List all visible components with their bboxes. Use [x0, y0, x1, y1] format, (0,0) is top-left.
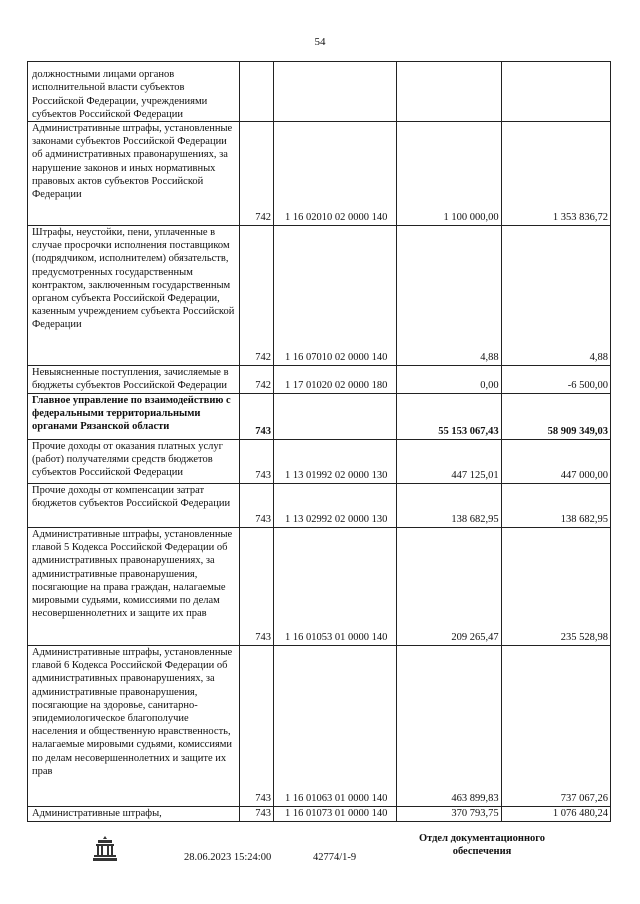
row-name: Административные штрафы, установленные законами субъектов Российской Федерации об административных правонарушениях, за нарушение законов и иных нормативных правовых актов субъектов Российской Федерации	[28, 122, 240, 226]
row-plan-value: 447 125,01	[397, 440, 501, 484]
row-name: Административные штрафы, установленные главой 5 Кодекса Российской Федерации об административных правонарушениях, за административные правонарушения, посягающие на права граждан, налагаемые мировыми судьями, комиссиями по делам несовершеннолетних и защите их прав	[28, 528, 240, 646]
department-stamp	[402, 832, 562, 858]
row-plan-value: 209 265,47	[397, 528, 501, 646]
row-exec-value: 737 067,26	[501, 646, 610, 807]
print-datetime: 28.06.2023 15:24:00	[184, 852, 272, 863]
ryazan-duma-emblem-icon	[90, 833, 120, 863]
table-row	[28, 807, 611, 822]
row-plan-value: 370 793,75	[397, 807, 501, 822]
row-name: Невыясненные поступления, зачисляемые в бюджеты субъектов Российской Федерации	[28, 366, 240, 394]
row-plan-value: 55 153 067,43	[397, 394, 501, 440]
row-name: Прочие доходы от компенсации затрат бюджетов субъектов Российской Федерации	[28, 484, 240, 528]
table-row	[28, 528, 611, 646]
row-exec-value	[501, 62, 610, 122]
row-name: Штрафы, неустойки, пени, уплаченные в случае просрочки исполнения поставщиком (подрядчиком, исполнителем) обязательств, предусмотренных государственным контрактом, заключенным государственным органом субъекта Российской Федерации, казенным учреждением субъекта Российской Федерации	[28, 226, 240, 366]
row-exec-value: 1 353 836,72	[501, 122, 610, 226]
row-name: Административные штрафы, установленные главой 6 Кодекса Российской Федерации об административных правонарушениях, за административные правонарушения, посягающие на здоровье, санитарно-эпидемиологическое благополучие населения и общественную нравственность, налагаемые мировыми судьями, комиссиями по делам несовершеннолетних и защите их прав	[28, 646, 240, 807]
page-number: 54	[314, 36, 326, 48]
table-row	[28, 646, 611, 807]
stamp-line: Отдел документационного	[418, 833, 546, 844]
row-name: Прочие доходы от оказания платных услуг (работ) получателями средств бюджетов субъектов Российской Федерации	[28, 440, 240, 484]
row-budget-code: 1 16 01053 01 0000 140	[273, 528, 396, 646]
table-row	[28, 226, 611, 366]
row-plan-value: 4,88	[397, 226, 501, 366]
row-exec-value: 1 076 480,24	[501, 807, 610, 822]
row-budget-code: 1 16 01063 01 0000 140	[273, 646, 396, 807]
row-plan-value: 0,00	[397, 366, 501, 394]
row-admin-code: 743	[239, 440, 273, 484]
table-row	[28, 440, 611, 484]
row-budget-code	[273, 62, 396, 122]
row-admin-code: 742	[239, 366, 273, 394]
row-budget-code: 1 16 07010 02 0000 140	[273, 226, 396, 366]
registration-number: 42774/1-9	[313, 852, 357, 863]
row-plan-value: 463 899,83	[397, 646, 501, 807]
row-budget-code	[273, 394, 396, 440]
row-admin-code: 743	[239, 807, 273, 822]
row-admin-code: 743	[239, 484, 273, 528]
row-admin-code: 742	[239, 122, 273, 226]
row-plan-value	[397, 62, 501, 122]
row-name: Административные штрафы,	[28, 807, 240, 822]
row-exec-value: 58 909 349,03	[501, 394, 610, 440]
row-admin-code: 743	[239, 528, 273, 646]
row-plan-value: 1 100 000,00	[397, 122, 501, 226]
row-admin-code: 743	[239, 646, 273, 807]
row-budget-code: 1 13 02992 02 0000 130	[273, 484, 396, 528]
row-budget-code: 1 16 01073 01 0000 140	[273, 807, 396, 822]
row-budget-code: 1 17 01020 02 0000 180	[273, 366, 396, 394]
row-name: должностными лицами органов исполнительной власти субъектов Российской Федерации, учреждениями субъектов Российской Федерации	[28, 62, 240, 122]
row-budget-code: 1 13 01992 02 0000 130	[273, 440, 396, 484]
row-exec-value: -6 500,00	[501, 366, 610, 394]
row-admin-code: 742	[239, 226, 273, 366]
row-exec-value: 4,88	[501, 226, 610, 366]
revenue-table	[27, 61, 611, 822]
table-row	[28, 62, 611, 122]
table-row	[28, 122, 611, 226]
row-name: Главное управление по взаимодействию с федеральными территориальными органами Рязанской области	[28, 394, 240, 440]
row-admin-code: 743	[239, 394, 273, 440]
row-budget-code: 1 16 02010 02 0000 140	[273, 122, 396, 226]
row-plan-value: 138 682,95	[397, 484, 501, 528]
row-exec-value: 138 682,95	[501, 484, 610, 528]
stamp-line: обеспечения	[452, 846, 512, 857]
row-exec-value: 447 000,00	[501, 440, 610, 484]
row-exec-value: 235 528,98	[501, 528, 610, 646]
table-row	[28, 366, 611, 394]
table-row	[28, 484, 611, 528]
table-row	[28, 394, 611, 440]
row-admin-code	[239, 62, 273, 122]
